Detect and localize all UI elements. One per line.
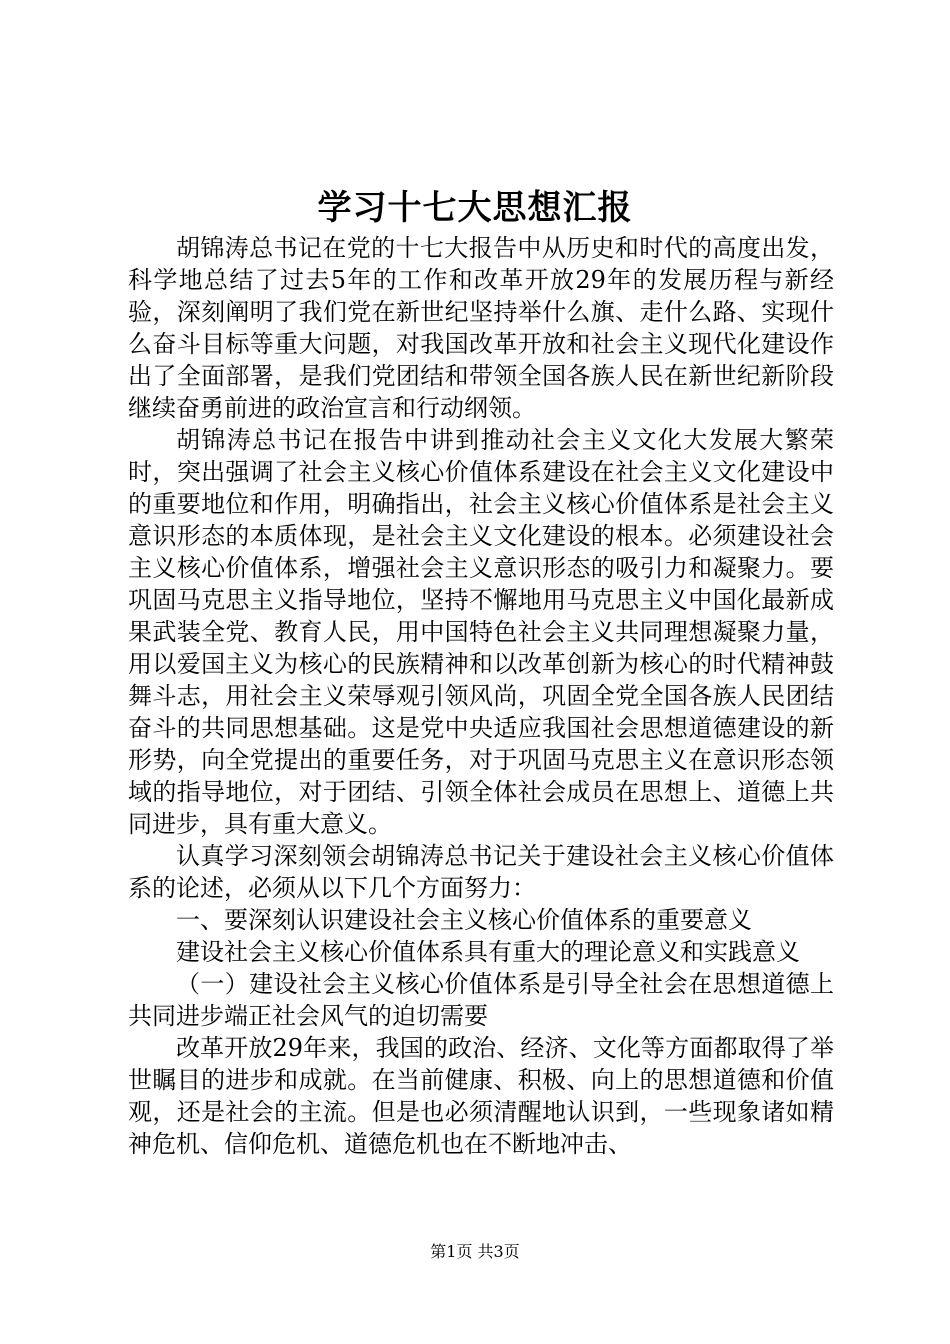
paragraph-2: 胡锦涛总书记在报告中讲到推动社会主义文化大发展大繁荣时，突出强调了社会主义核心价值体系建设在社会主义文化建设中的重要地位和作用，明确指出，社会主义核心价值体系是社会主义意识形态的本质体现，是社会主义文化建设的根本。必须建设社会主义核心价值体系，增强社会主义意识形态的吸引力和凝聚力。要巩固马克思主义指导地位，坚持不懈地用马克思主义中国化最新成果武装全党、教育人民，用中国特色社会主义共同理想凝聚力量，用以爱国主义为核心的民族精神和以改革创新为核心的时代精神鼓舞斗志，用社会主义荣辱观引领风尚，巩固全党全国各族人民团结奋斗的共同思想基础。这是党中央适应我国社会思想道德建设的新形势，向全党提出的重要任务，对于巩固马克思主义在意识形态领域的指导地位，对于团结、引领全体社会成员在思想上、道德上共同进步，具有重大意义。 bbox=[128, 426, 834, 838]
section-heading-1: 一、要深刻认识建设社会主义核心价值体系的重要意义 bbox=[176, 906, 752, 934]
subsection-heading-1: （一）建设社会主义核心价值体系是引导全社会在思想道德上共同进步端正社会风气的迫切需要 bbox=[128, 970, 834, 1030]
paragraph-5: 改革开放29年来，我国的政治、经济、文化等方面都取得了举世瞩目的进步和成就。在当前健康、积极、向上的思想道德和价值观，还是社会的主流。但是也必须清醒地认识到，一些现象诸如精神危机、信仰危机、道德危机也在不断地冲击、 bbox=[128, 1034, 834, 1158]
paragraph-1: 胡锦涛总书记在党的十七大报告中从历史和时代的高度出发，科学地总结了过去5年的工作和改革开放29年的发展历程与新经验，深刻阐明了我们党在新世纪坚持举什么旗、走什么路、实现什么奋斗目标等重大问题，对我国改革开放和社会主义现代化建设作出了全面部署，是我们党团结和带领全国各族人民在新世纪新阶段继续奋勇前进的政治宣言和行动纲领。 bbox=[128, 234, 834, 422]
paragraph-4: 建设社会主义核心价值体系具有重大的理论意义和实践意义 bbox=[176, 938, 800, 966]
page-title: 学习十七大思想汇报 bbox=[317, 188, 633, 228]
paragraph-3: 认真学习深刻领会胡锦涛总书记关于建设社会主义核心价值体系的论述，必须从以下几个方面努力： bbox=[128, 842, 834, 902]
document-body bbox=[128, 232, 834, 1160]
page-footer: 第1页 共3页 bbox=[430, 1242, 520, 1261]
